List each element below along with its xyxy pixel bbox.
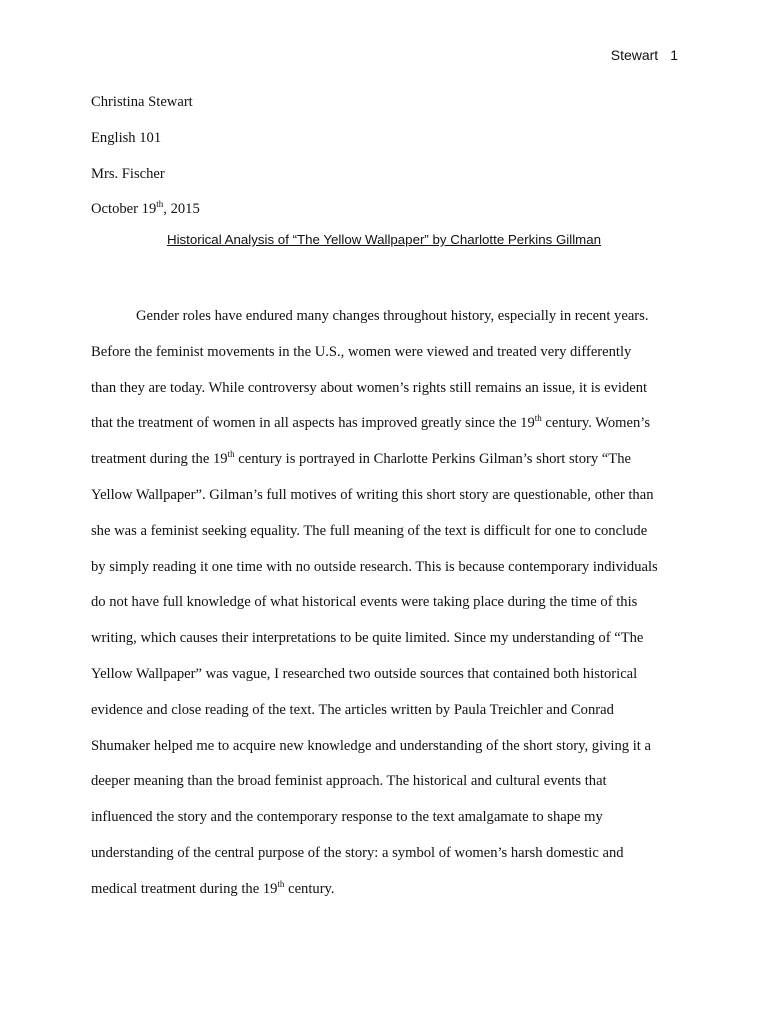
running-head-name: Stewart [610,47,659,63]
body-line: deeper meaning than the broad feminist approach. The historical and cultural events that [91,773,607,790]
body-line: Yellow Wallpaper”. Gilman’s full motives of writing this short story are questionable, other than [91,486,654,503]
date-text: October 19 [91,201,157,218]
body-line [91,446,681,482]
body-line: Yellow Wallpaper” was vague, I researched two outside sources that contained both historical [91,665,638,682]
essay-date [91,196,200,232]
body-text: treatment during the 19 [91,451,228,468]
body-line: Shumaker helped me to acquire new knowledge and understanding of the short story, giving it a [91,737,651,754]
body-line [91,410,681,446]
body-line: writing, which causes their interpretations to be quite limited. Since my understanding of “The [91,630,644,647]
body-text: century. Women’s [541,415,651,432]
essay-title: Historical Analysis of “The Yellow Wallpaper” by Charlotte Perkins Gillman [166,232,602,247]
body-line: do not have full knowledge of what historical events were taking place during the time of this [91,594,638,611]
ordinal-superscript: th [227,449,235,460]
body-text: that the treatment of women in all aspects has improved greatly since the 19 [91,415,535,432]
body-line: influenced the story and the contemporary response to the text amalgamate to shape my [91,809,603,826]
author-name: Christina Stewart [91,94,193,110]
body-line: Gender roles have endured many changes throughout history, especially in recent years. [136,308,649,324]
body-line: she was a feminist seeking equality. The full meaning of the text is difficult for one to conclude [91,522,648,539]
body-line: than they are today. While controversy about women’s rights still remains an issue, it is evident [91,379,648,396]
body-line: evidence and close reading of the text. The articles written by Paula Treichler and Conrad [91,701,614,718]
body-text: medical treatment during the 19 [91,880,278,897]
body-line: by simply reading it one time with no outside research. This is because contemporary individuals [91,558,658,575]
page-number: 1 [670,47,678,63]
body-text: century. [284,880,335,897]
date-superscript: th [156,199,164,210]
ordinal-superscript: th [277,878,285,889]
ordinal-superscript: th [534,413,542,424]
body-line [91,876,681,912]
body-line: understanding of the central purpose of the story: a symbol of women’s harsh domestic and [91,844,624,861]
essay-body [91,303,681,912]
date-year: , 2015 [163,201,200,218]
body-text: century is portrayed in Charlotte Perkins Gilman’s short story “The [234,451,631,468]
course-name: English 101 [91,129,162,146]
body-line: Before the feminist movements in the U.S., women were viewed and treated very differently [91,343,632,360]
running-head [611,47,678,63]
heading-block [91,89,200,232]
instructor-name: Mrs. Fischer [91,165,165,182]
